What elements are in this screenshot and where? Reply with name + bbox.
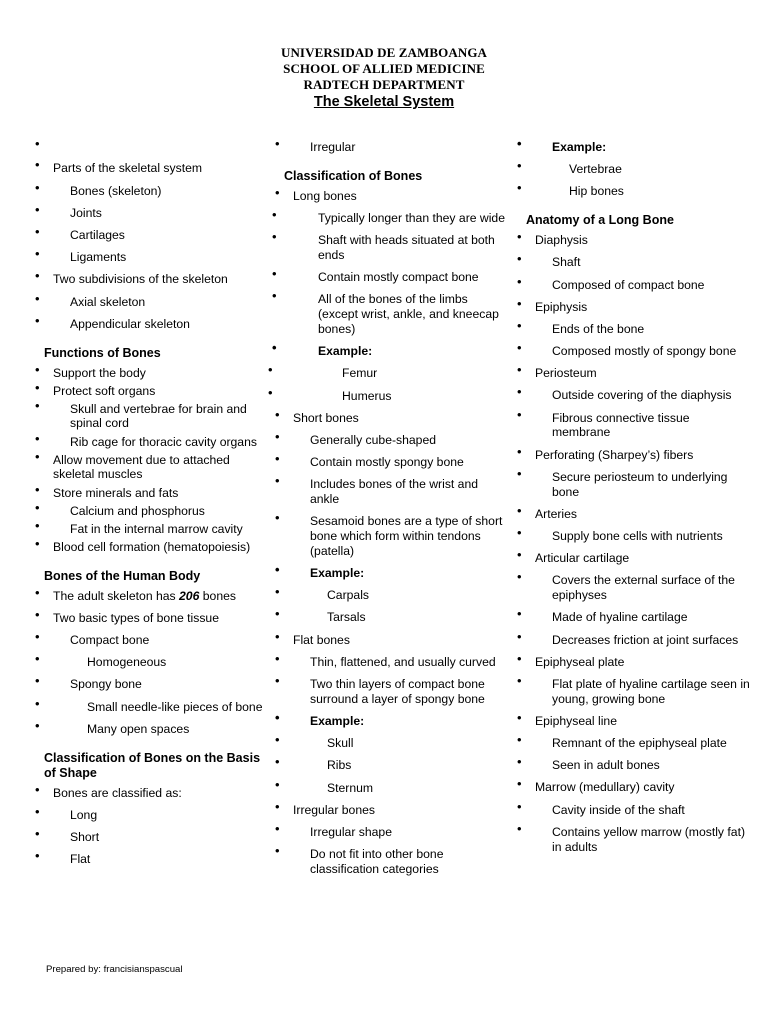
list-item: • Hip bones [526, 184, 751, 199]
list-item: • Typically longer than they are wide [284, 211, 506, 226]
list-item: • Articular cartilage [526, 551, 751, 566]
list-item: • Long [44, 808, 266, 823]
list-item: • Short [44, 830, 266, 845]
list-item: • Two subdivisions of the skeleton [44, 272, 266, 287]
section-heading: Bones of the Human Body [44, 568, 201, 583]
list-item: • Humerus [284, 389, 506, 404]
list-item: • Contain mostly spongy bone [284, 455, 506, 470]
list-item: • Appendicular skeleton [44, 317, 266, 332]
list-item: • Tarsals [284, 610, 506, 625]
list-item: • Outside covering of the diaphysis [526, 388, 751, 403]
list-item: • Marrow (medullary) cavity [526, 780, 751, 795]
list-item: • Rib cage for thoracic cavity organs [44, 435, 266, 450]
list-item: • Arteries [526, 507, 751, 522]
list-item: • Irregular [284, 140, 506, 155]
list-item: • Protect soft organs [44, 384, 266, 399]
list-item: • Example: [284, 566, 506, 581]
column-1 [44, 140, 266, 874]
list-item: • Secure periosteum to underlying bone [526, 470, 751, 500]
list-item: • Ligaments [44, 250, 266, 265]
school-name: SCHOOL OF ALLIED MEDICINE [283, 61, 485, 76]
list-item: • Axial skeleton [44, 295, 266, 310]
list-item: • Generally cube-shaped [284, 433, 506, 448]
list-item: • Diaphysis [526, 233, 751, 248]
list-item: • Small needle-like pieces of bone [44, 700, 266, 715]
list-item: • Joints [44, 206, 266, 221]
list-item: • Ends of the bone [526, 322, 751, 337]
list-item: • Compact bone [44, 633, 266, 648]
list-item: • Covers the external surface of the epiphyses [526, 573, 751, 603]
university-name: UNIVERSIDAD DE ZAMBOANGA [280, 45, 488, 60]
list-item: • Spongy bone [44, 677, 266, 692]
list-item: • Many open spaces [44, 722, 266, 737]
prepared-by-footer: Prepared by: francisianspascual [46, 964, 183, 975]
list-item: • Sternum [284, 781, 506, 796]
list-item: • Includes bones of the wrist and ankle [284, 477, 506, 507]
list-item: • Bones are classified as: [44, 786, 266, 801]
list-item: • Decreases friction at joint surfaces [526, 633, 751, 648]
list-item: • Do not fit into other bone classification categories [284, 847, 506, 877]
list-item: • Calcium and phosphorus [44, 504, 266, 519]
list-item: • Two thin layers of compact bone surround a layer of spongy bone [284, 677, 506, 707]
list-item: • Example: [284, 344, 506, 359]
list-item: • All of the bones of the limbs (except wrist, ankle, and kneecap bones) [284, 292, 506, 336]
list-item: • The adult skeleton has 206 bones [44, 589, 266, 604]
section-heading: Anatomy of a Long Bone [526, 213, 674, 228]
list-item: • Shaft [526, 255, 751, 270]
list-item: • Example: [284, 714, 506, 729]
list-item: • Two basic types of bone tissue [44, 611, 266, 626]
list-item: • Flat [44, 852, 266, 867]
list-item: • Fat in the internal marrow cavity [44, 522, 266, 537]
list-item: • Allow movement due to attached skeletal muscles [44, 453, 266, 483]
list-item: • Thin, flattened, and usually curved [284, 655, 506, 670]
list-item: • Sesamoid bones are a type of short bone which form within tendons (patella) [284, 514, 506, 558]
list-item: • Cartilages [44, 228, 266, 243]
column-3 [526, 140, 751, 862]
list-item: • Perforating (Sharpey’s) fibers [526, 448, 751, 463]
list-item: • Short bones [284, 411, 506, 426]
page-title: The Skeletal System [313, 94, 455, 110]
list-item: • Long bones [284, 189, 506, 204]
bone-count: 206 [179, 588, 200, 603]
list-item: • Irregular bones [284, 803, 506, 818]
list-item: • Contains yellow marrow (mostly fat) in adults [526, 825, 751, 855]
list-item: • Irregular shape [284, 825, 506, 840]
list-item: • Carpals [284, 588, 506, 603]
list-item: • Support the body [44, 366, 266, 381]
list-item: • Epiphyseal line [526, 714, 751, 729]
list-item: • Composed mostly of spongy bone [526, 344, 751, 359]
list-item: • Store minerals and fats [44, 486, 266, 501]
list-item: • Supply bone cells with nutrients [526, 529, 751, 544]
list-item: • Periosteum [526, 366, 751, 381]
list-item: • Flat bones [284, 633, 506, 648]
column-2 [284, 140, 506, 884]
list-item: • Cavity inside of the shaft [526, 803, 751, 818]
empty-bullet [44, 140, 266, 154]
list-item: • Epiphyseal plate [526, 655, 751, 670]
list-item: • Composed of compact bone [526, 278, 751, 293]
section-heading: Classification of Bones on the Basis of Shape [44, 750, 261, 780]
list-item: • Remnant of the epiphyseal plate [526, 736, 751, 751]
document-header [0, 45, 768, 112]
list-item: • Shaft with heads situated at both ends [284, 233, 506, 263]
list-item: • Ribs [284, 758, 506, 773]
list-item: • Flat plate of hyaline cartilage seen in young, growing bone [526, 677, 751, 707]
list-item: • Parts of the skeletal system [44, 161, 266, 176]
list-item: • Homogeneous [44, 655, 266, 670]
list-item: • Vertebrae [526, 162, 751, 177]
list-item: • Femur [284, 366, 506, 381]
list-item: • Contain mostly compact bone [284, 270, 506, 285]
section-heading: Classification of Bones [284, 168, 423, 183]
list-item: • Fibrous connective tissue membrane [526, 411, 751, 441]
list-item: • Blood cell formation (hematopoiesis) [44, 540, 266, 555]
list-item: • Skull [284, 736, 506, 751]
list-item: • Skull and vertebrae for brain and spinal cord [44, 402, 266, 432]
department-name: RADTECH DEPARTMENT [303, 77, 465, 92]
section-heading: Functions of Bones [44, 345, 161, 360]
list-item: • Made of hyaline cartilage [526, 610, 751, 625]
list-item: • Seen in adult bones [526, 758, 751, 773]
list-item: • Epiphysis [526, 300, 751, 315]
list-item: • Bones (skeleton) [44, 184, 266, 199]
list-item: • Example: [526, 140, 751, 155]
